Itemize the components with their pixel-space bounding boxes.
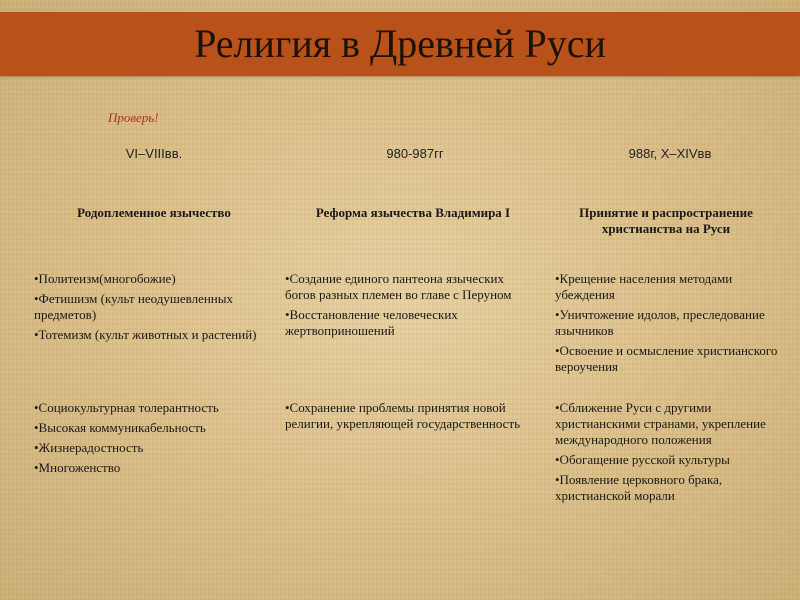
row2-col1-list xyxy=(34,400,268,480)
list-item: •Освоение и осмысление христианского вероучения xyxy=(555,343,778,374)
period-label-3: 988г, X–XIVвв xyxy=(628,146,712,161)
list-item: •Создание единого пантеона языческих богов разных племен во главе с Перуном xyxy=(285,271,512,302)
list-item: •Уничтожение идолов, преследование язычников xyxy=(555,307,765,338)
period-label-1: VI–VIIIвв. xyxy=(125,146,183,161)
row1-col3-list xyxy=(555,271,785,379)
list-item: •Обогащение русской культуры xyxy=(555,452,730,467)
period-label-2: 980-987гг xyxy=(386,146,444,161)
check-note: Проверь! xyxy=(108,110,159,125)
list-item: •Появление церковного брака, христианской морали xyxy=(555,472,723,503)
title-band xyxy=(0,12,800,76)
list-item: •Сближение Руси с другими христианскими странами, укрепление международного положения xyxy=(555,400,766,447)
column-header-3: Принятие и распространение христианства на Руси xyxy=(579,205,753,236)
list-item: •Фетишизм (культ неодушевленных предметов) xyxy=(34,291,233,322)
list-item: •Восстановление человеческих жертвоприношений xyxy=(285,307,458,338)
column-header-2: Реформа язычества Владимира I xyxy=(315,205,511,220)
list-item: •Тотемизм (культ животных и растений) xyxy=(34,327,257,342)
list-item: •Высокая коммуникабельность xyxy=(34,420,206,435)
row1-col1-list xyxy=(34,271,268,347)
list-item: •Жизнерадостность xyxy=(34,440,144,455)
list-item: •Социокультурная толерантность xyxy=(34,400,219,415)
row2-col3-list xyxy=(555,400,785,508)
list-item: •Политеизм(многобожие) xyxy=(34,271,176,286)
list-item: •Многоженство xyxy=(34,460,121,475)
slide-title: Религия в Древней Руси xyxy=(194,21,606,66)
list-item: •Сохранение проблемы принятия новой религии, укрепляющей государственность xyxy=(285,400,521,431)
column-header-1: Родоплеменное язычество xyxy=(77,205,231,220)
list-item: •Крещение населения методами убеждения xyxy=(555,271,733,302)
row1-col2-list xyxy=(285,271,531,343)
row2-col2-list xyxy=(285,400,531,436)
